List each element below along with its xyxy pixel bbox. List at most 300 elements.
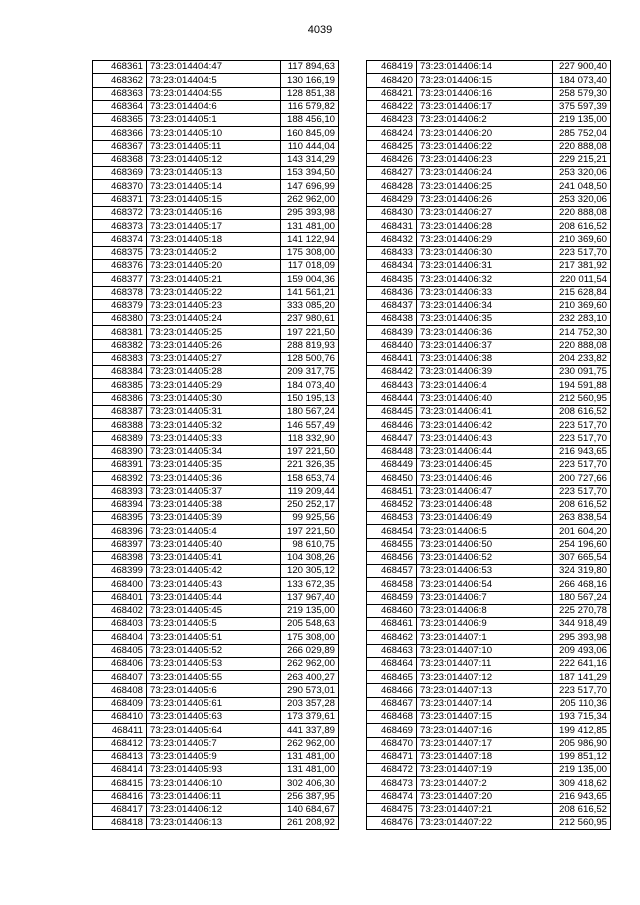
cadastral-value-cell: 137 967,40 bbox=[281, 591, 339, 604]
record-number-cell: 468447 bbox=[367, 432, 417, 445]
cadastral-value-cell: 261 208,92 bbox=[281, 817, 339, 830]
table-row bbox=[93, 777, 339, 790]
cadastral-number-cell: 73:23:014406:45 bbox=[417, 458, 553, 471]
record-number-cell: 468459 bbox=[367, 591, 417, 604]
table-row bbox=[367, 803, 611, 816]
table-row bbox=[367, 379, 611, 392]
register-table-right bbox=[366, 60, 611, 830]
cadastral-number-cell: 73:23:014405:24 bbox=[147, 313, 281, 326]
cadastral-value-cell: 210 369,60 bbox=[553, 299, 611, 312]
table-row bbox=[367, 604, 611, 617]
cadastral-value-cell: 140 684,67 bbox=[281, 803, 339, 816]
table-row bbox=[93, 764, 339, 777]
cadastral-number-cell: 73:23:014406:23 bbox=[417, 153, 553, 166]
cadastral-value-cell: 199 851,12 bbox=[553, 750, 611, 763]
cadastral-number-cell: 73:23:014406:22 bbox=[417, 140, 553, 153]
cadastral-number-cell: 73:23:014405:15 bbox=[147, 193, 281, 206]
cadastral-number-cell: 73:23:014405:93 bbox=[147, 764, 281, 777]
table-row bbox=[367, 180, 611, 193]
table-row bbox=[367, 167, 611, 180]
table-row bbox=[367, 352, 611, 365]
record-number-cell: 468438 bbox=[367, 313, 417, 326]
table-row bbox=[93, 458, 339, 471]
cadastral-value-cell: 194 591,88 bbox=[553, 379, 611, 392]
cadastral-value-cell: 160 845,09 bbox=[281, 127, 339, 140]
table-row bbox=[93, 790, 339, 803]
cadastral-number-cell: 73:23:014406:28 bbox=[417, 220, 553, 233]
table-row bbox=[93, 525, 339, 538]
table-row bbox=[367, 565, 611, 578]
cadastral-value-cell: 110 444,04 bbox=[281, 140, 339, 153]
cadastral-number-cell: 73:23:014405:17 bbox=[147, 220, 281, 233]
table-row bbox=[93, 273, 339, 286]
table-row bbox=[93, 193, 339, 206]
cadastral-number-cell: 73:23:014405:25 bbox=[147, 326, 281, 339]
record-number-cell: 468443 bbox=[367, 379, 417, 392]
cadastral-number-cell: 73:23:014406:49 bbox=[417, 512, 553, 525]
table-row bbox=[93, 114, 339, 127]
cadastral-number-cell: 73:23:014405:6 bbox=[147, 684, 281, 697]
record-number-cell: 468409 bbox=[93, 697, 147, 710]
record-number-cell: 468419 bbox=[367, 61, 417, 74]
table-row bbox=[93, 233, 339, 246]
table-row bbox=[367, 140, 611, 153]
record-number-cell: 468471 bbox=[367, 750, 417, 763]
record-number-cell: 468407 bbox=[93, 671, 147, 684]
table-row bbox=[367, 458, 611, 471]
cadastral-value-cell: 219 135,00 bbox=[553, 764, 611, 777]
cadastral-number-cell: 73:23:014405:44 bbox=[147, 591, 281, 604]
cadastral-value-cell: 214 752,30 bbox=[553, 326, 611, 339]
record-number-cell: 468424 bbox=[367, 127, 417, 140]
table-row bbox=[93, 419, 339, 432]
register-table-left-body bbox=[93, 61, 339, 830]
cadastral-number-cell: 73:23:014406:10 bbox=[147, 777, 281, 790]
record-number-cell: 468398 bbox=[93, 551, 147, 564]
table-row bbox=[93, 140, 339, 153]
cadastral-value-cell: 205 986,90 bbox=[553, 737, 611, 750]
record-number-cell: 468378 bbox=[93, 286, 147, 299]
cadastral-value-cell: 208 616,52 bbox=[553, 803, 611, 816]
record-number-cell: 468361 bbox=[93, 61, 147, 74]
cadastral-value-cell: 324 319,80 bbox=[553, 565, 611, 578]
cadastral-number-cell: 73:23:014406:33 bbox=[417, 286, 553, 299]
cadastral-number-cell: 73:23:014404:55 bbox=[147, 87, 281, 100]
table-row bbox=[93, 671, 339, 684]
cadastral-value-cell: 197 221,50 bbox=[281, 525, 339, 538]
cadastral-number-cell: 73:23:014407:11 bbox=[417, 657, 553, 670]
register-table-left bbox=[92, 60, 339, 830]
record-number-cell: 468455 bbox=[367, 538, 417, 551]
table-row bbox=[367, 220, 611, 233]
table-row bbox=[93, 100, 339, 113]
record-number-cell: 468464 bbox=[367, 657, 417, 670]
record-number-cell: 468463 bbox=[367, 644, 417, 657]
table-row bbox=[367, 684, 611, 697]
cadastral-number-cell: 73:23:014406:9 bbox=[417, 618, 553, 631]
cadastral-number-cell: 73:23:014405:30 bbox=[147, 392, 281, 405]
cadastral-value-cell: 193 715,34 bbox=[553, 711, 611, 724]
table-row bbox=[367, 419, 611, 432]
table-row bbox=[367, 618, 611, 631]
cadastral-value-cell: 227 900,40 bbox=[553, 61, 611, 74]
record-number-cell: 468422 bbox=[367, 100, 417, 113]
cadastral-value-cell: 197 221,50 bbox=[281, 326, 339, 339]
record-number-cell: 468440 bbox=[367, 339, 417, 352]
table-row bbox=[367, 472, 611, 485]
table-row bbox=[93, 220, 339, 233]
table-row bbox=[367, 512, 611, 525]
cadastral-number-cell: 73:23:014406:29 bbox=[417, 233, 553, 246]
cadastral-number-cell: 73:23:014407:17 bbox=[417, 737, 553, 750]
record-number-cell: 468461 bbox=[367, 618, 417, 631]
cadastral-value-cell: 119 209,44 bbox=[281, 485, 339, 498]
table-row bbox=[367, 259, 611, 272]
table-row bbox=[93, 817, 339, 830]
table-row bbox=[93, 127, 339, 140]
cadastral-value-cell: 237 980,61 bbox=[281, 313, 339, 326]
cadastral-number-cell: 73:23:014406:54 bbox=[417, 578, 553, 591]
cadastral-value-cell: 333 085,20 bbox=[281, 299, 339, 312]
cadastral-value-cell: 223 517,70 bbox=[553, 485, 611, 498]
cadastral-number-cell: 73:23:014406:46 bbox=[417, 472, 553, 485]
cadastral-number-cell: 73:23:014406:42 bbox=[417, 419, 553, 432]
record-number-cell: 468460 bbox=[367, 604, 417, 617]
cadastral-value-cell: 141 122,94 bbox=[281, 233, 339, 246]
cadastral-value-cell: 175 308,00 bbox=[281, 631, 339, 644]
record-number-cell: 468437 bbox=[367, 299, 417, 312]
cadastral-number-cell: 73:23:014406:36 bbox=[417, 326, 553, 339]
cadastral-number-cell: 73:23:014406:13 bbox=[147, 817, 281, 830]
cadastral-value-cell: 220 888,08 bbox=[553, 140, 611, 153]
cadastral-value-cell: 290 573,01 bbox=[281, 684, 339, 697]
cadastral-number-cell: 73:23:014407:2 bbox=[417, 777, 553, 790]
table-row bbox=[93, 684, 339, 697]
cadastral-value-cell: 258 579,30 bbox=[553, 87, 611, 100]
record-number-cell: 468439 bbox=[367, 326, 417, 339]
table-row bbox=[367, 313, 611, 326]
cadastral-value-cell: 133 672,35 bbox=[281, 578, 339, 591]
record-number-cell: 468429 bbox=[367, 193, 417, 206]
record-number-cell: 468371 bbox=[93, 193, 147, 206]
cadastral-number-cell: 73:23:014406:37 bbox=[417, 339, 553, 352]
cadastral-value-cell: 208 616,52 bbox=[553, 498, 611, 511]
record-number-cell: 468436 bbox=[367, 286, 417, 299]
record-number-cell: 468442 bbox=[367, 366, 417, 379]
cadastral-value-cell: 254 196,60 bbox=[553, 538, 611, 551]
table-row bbox=[93, 246, 339, 259]
cadastral-number-cell: 73:23:014405:18 bbox=[147, 233, 281, 246]
cadastral-number-cell: 73:23:014406:20 bbox=[417, 127, 553, 140]
table-row bbox=[93, 538, 339, 551]
record-number-cell: 468389 bbox=[93, 432, 147, 445]
record-number-cell: 468390 bbox=[93, 445, 147, 458]
cadastral-value-cell: 266 029,89 bbox=[281, 644, 339, 657]
cadastral-value-cell: 98 610,75 bbox=[281, 538, 339, 551]
cadastral-value-cell: 229 215,21 bbox=[553, 153, 611, 166]
table-row bbox=[93, 206, 339, 219]
cadastral-number-cell: 73:23:014406:14 bbox=[417, 61, 553, 74]
record-number-cell: 468469 bbox=[367, 724, 417, 737]
cadastral-value-cell: 175 308,00 bbox=[281, 246, 339, 259]
record-number-cell: 468441 bbox=[367, 352, 417, 365]
cadastral-number-cell: 73:23:014407:22 bbox=[417, 817, 553, 830]
record-number-cell: 468452 bbox=[367, 498, 417, 511]
table-row bbox=[93, 259, 339, 272]
record-number-cell: 468388 bbox=[93, 419, 147, 432]
record-number-cell: 468382 bbox=[93, 339, 147, 352]
record-number-cell: 468363 bbox=[93, 87, 147, 100]
table-row bbox=[367, 127, 611, 140]
record-number-cell: 468434 bbox=[367, 259, 417, 272]
record-number-cell: 468394 bbox=[93, 498, 147, 511]
table-row bbox=[93, 551, 339, 564]
cadastral-number-cell: 73:23:014406:44 bbox=[417, 445, 553, 458]
table-row bbox=[93, 737, 339, 750]
table-row bbox=[93, 498, 339, 511]
table-row bbox=[93, 405, 339, 418]
table-row bbox=[367, 273, 611, 286]
cadastral-value-cell: 216 943,65 bbox=[553, 790, 611, 803]
table-row bbox=[367, 697, 611, 710]
record-number-cell: 468368 bbox=[93, 153, 147, 166]
record-number-cell: 468362 bbox=[93, 74, 147, 87]
record-number-cell: 468470 bbox=[367, 737, 417, 750]
table-row bbox=[93, 750, 339, 763]
table-row bbox=[367, 498, 611, 511]
table-row bbox=[93, 711, 339, 724]
cadastral-value-cell: 131 481,00 bbox=[281, 220, 339, 233]
table-row bbox=[367, 392, 611, 405]
cadastral-value-cell: 220 011,54 bbox=[553, 273, 611, 286]
record-number-cell: 468384 bbox=[93, 366, 147, 379]
cadastral-number-cell: 73:23:014405:9 bbox=[147, 750, 281, 763]
table-row bbox=[367, 432, 611, 445]
record-number-cell: 468431 bbox=[367, 220, 417, 233]
table-row bbox=[367, 326, 611, 339]
table-row bbox=[93, 339, 339, 352]
record-number-cell: 468372 bbox=[93, 206, 147, 219]
cadastral-value-cell: 215 628,84 bbox=[553, 286, 611, 299]
cadastral-value-cell: 208 616,52 bbox=[553, 220, 611, 233]
cadastral-number-cell: 73:23:014406:25 bbox=[417, 180, 553, 193]
cadastral-value-cell: 184 073,40 bbox=[281, 379, 339, 392]
record-number-cell: 468420 bbox=[367, 74, 417, 87]
table-row bbox=[367, 671, 611, 684]
record-number-cell: 468474 bbox=[367, 790, 417, 803]
cadastral-number-cell: 73:23:014405:42 bbox=[147, 565, 281, 578]
cadastral-value-cell: 187 141,29 bbox=[553, 671, 611, 684]
table-row bbox=[93, 445, 339, 458]
table-row bbox=[367, 299, 611, 312]
cadastral-value-cell: 219 135,00 bbox=[281, 604, 339, 617]
cadastral-value-cell: 241 048,50 bbox=[553, 180, 611, 193]
record-number-cell: 468365 bbox=[93, 114, 147, 127]
record-number-cell: 468391 bbox=[93, 458, 147, 471]
cadastral-number-cell: 73:23:014406:26 bbox=[417, 193, 553, 206]
table-row bbox=[93, 618, 339, 631]
record-number-cell: 468412 bbox=[93, 737, 147, 750]
table-row bbox=[367, 445, 611, 458]
record-number-cell: 468413 bbox=[93, 750, 147, 763]
record-number-cell: 468366 bbox=[93, 127, 147, 140]
record-number-cell: 468408 bbox=[93, 684, 147, 697]
cadastral-number-cell: 73:23:014405:31 bbox=[147, 405, 281, 418]
cadastral-value-cell: 253 320,06 bbox=[553, 193, 611, 206]
record-number-cell: 468411 bbox=[93, 724, 147, 737]
table-row bbox=[93, 326, 339, 339]
table-row bbox=[93, 352, 339, 365]
cadastral-value-cell: 302 406,30 bbox=[281, 777, 339, 790]
table-row bbox=[367, 74, 611, 87]
cadastral-value-cell: 256 387,95 bbox=[281, 790, 339, 803]
cadastral-number-cell: 73:23:014405:53 bbox=[147, 657, 281, 670]
cadastral-value-cell: 203 357,28 bbox=[281, 697, 339, 710]
cadastral-number-cell: 73:23:014407:18 bbox=[417, 750, 553, 763]
cadastral-value-cell: 205 110,36 bbox=[553, 697, 611, 710]
cadastral-value-cell: 131 481,00 bbox=[281, 764, 339, 777]
cadastral-number-cell: 73:23:014407:19 bbox=[417, 764, 553, 777]
cadastral-number-cell: 73:23:014405:23 bbox=[147, 299, 281, 312]
record-number-cell: 468433 bbox=[367, 246, 417, 259]
cadastral-value-cell: 223 517,70 bbox=[553, 458, 611, 471]
record-number-cell: 468405 bbox=[93, 644, 147, 657]
record-number-cell: 468458 bbox=[367, 578, 417, 591]
cadastral-value-cell: 288 819,93 bbox=[281, 339, 339, 352]
record-number-cell: 468449 bbox=[367, 458, 417, 471]
table-row bbox=[367, 777, 611, 790]
cadastral-number-cell: 73:23:014405:45 bbox=[147, 604, 281, 617]
record-number-cell: 468444 bbox=[367, 392, 417, 405]
table-row bbox=[367, 551, 611, 564]
record-number-cell: 468435 bbox=[367, 273, 417, 286]
cadastral-number-cell: 73:23:014406:4 bbox=[417, 379, 553, 392]
table-row bbox=[93, 591, 339, 604]
record-number-cell: 468417 bbox=[93, 803, 147, 816]
cadastral-value-cell: 141 561,21 bbox=[281, 286, 339, 299]
record-number-cell: 468414 bbox=[93, 764, 147, 777]
record-number-cell: 468380 bbox=[93, 313, 147, 326]
table-row bbox=[367, 193, 611, 206]
cadastral-value-cell: 197 221,50 bbox=[281, 445, 339, 458]
cadastral-value-cell: 104 308,26 bbox=[281, 551, 339, 564]
record-number-cell: 468472 bbox=[367, 764, 417, 777]
record-number-cell: 468454 bbox=[367, 525, 417, 538]
cadastral-value-cell: 146 557,49 bbox=[281, 419, 339, 432]
cadastral-value-cell: 205 548,63 bbox=[281, 618, 339, 631]
cadastral-value-cell: 143 314,29 bbox=[281, 153, 339, 166]
table-row bbox=[93, 604, 339, 617]
cadastral-value-cell: 223 517,70 bbox=[553, 432, 611, 445]
record-number-cell: 468369 bbox=[93, 167, 147, 180]
table-row bbox=[93, 74, 339, 87]
table-row bbox=[93, 299, 339, 312]
cadastral-number-cell: 73:23:014405:40 bbox=[147, 538, 281, 551]
cadastral-number-cell: 73:23:014406:38 bbox=[417, 352, 553, 365]
cadastral-value-cell: 250 252,17 bbox=[281, 498, 339, 511]
cadastral-number-cell: 73:23:014405:37 bbox=[147, 485, 281, 498]
record-number-cell: 468423 bbox=[367, 114, 417, 127]
cadastral-value-cell: 209 317,75 bbox=[281, 366, 339, 379]
record-number-cell: 468446 bbox=[367, 419, 417, 432]
table-row bbox=[367, 750, 611, 763]
table-row bbox=[93, 512, 339, 525]
table-row bbox=[367, 790, 611, 803]
cadastral-value-cell: 210 369,60 bbox=[553, 233, 611, 246]
cadastral-number-cell: 73:23:014406:34 bbox=[417, 299, 553, 312]
table-row bbox=[367, 153, 611, 166]
cadastral-value-cell: 262 962,00 bbox=[281, 737, 339, 750]
cadastral-value-cell: 204 233,82 bbox=[553, 352, 611, 365]
cadastral-value-cell: 216 943,65 bbox=[553, 445, 611, 458]
cadastral-number-cell: 73:23:014404:6 bbox=[147, 100, 281, 113]
cadastral-value-cell: 441 337,89 bbox=[281, 724, 339, 737]
cadastral-number-cell: 73:23:014406:40 bbox=[417, 392, 553, 405]
table-row bbox=[367, 578, 611, 591]
cadastral-value-cell: 158 653,74 bbox=[281, 472, 339, 485]
cadastral-number-cell: 73:23:014405:22 bbox=[147, 286, 281, 299]
cadastral-number-cell: 73:23:014406:12 bbox=[147, 803, 281, 816]
record-number-cell: 468406 bbox=[93, 657, 147, 670]
cadastral-number-cell: 73:23:014406:27 bbox=[417, 206, 553, 219]
cadastral-number-cell: 73:23:014405:7 bbox=[147, 737, 281, 750]
cadastral-number-cell: 73:23:014405:11 bbox=[147, 140, 281, 153]
cadastral-value-cell: 212 560,95 bbox=[553, 817, 611, 830]
cadastral-number-cell: 73:23:014405:28 bbox=[147, 366, 281, 379]
record-number-cell: 468381 bbox=[93, 326, 147, 339]
cadastral-number-cell: 73:23:014405:55 bbox=[147, 671, 281, 684]
cadastral-value-cell: 220 888,08 bbox=[553, 339, 611, 352]
table-row bbox=[367, 114, 611, 127]
table-row bbox=[367, 233, 611, 246]
cadastral-value-cell: 128 500,76 bbox=[281, 352, 339, 365]
cadastral-value-cell: 208 616,52 bbox=[553, 405, 611, 418]
cadastral-number-cell: 73:23:014405:32 bbox=[147, 419, 281, 432]
record-number-cell: 468427 bbox=[367, 167, 417, 180]
record-number-cell: 468473 bbox=[367, 777, 417, 790]
cadastral-number-cell: 73:23:014405:61 bbox=[147, 697, 281, 710]
cadastral-number-cell: 73:23:014405:2 bbox=[147, 246, 281, 259]
record-number-cell: 468453 bbox=[367, 512, 417, 525]
record-number-cell: 468457 bbox=[367, 565, 417, 578]
record-number-cell: 468448 bbox=[367, 445, 417, 458]
record-number-cell: 468385 bbox=[93, 379, 147, 392]
cadastral-number-cell: 73:23:014407:20 bbox=[417, 790, 553, 803]
cadastral-value-cell: 263 838,54 bbox=[553, 512, 611, 525]
cadastral-number-cell: 73:23:014405:12 bbox=[147, 153, 281, 166]
cadastral-value-cell: 147 696,99 bbox=[281, 180, 339, 193]
cadastral-value-cell: 263 400,27 bbox=[281, 671, 339, 684]
cadastral-number-cell: 73:23:014406:53 bbox=[417, 565, 553, 578]
cadastral-value-cell: 217 381,92 bbox=[553, 259, 611, 272]
cadastral-number-cell: 73:23:014404:47 bbox=[147, 61, 281, 74]
cadastral-value-cell: 99 925,56 bbox=[281, 512, 339, 525]
cadastral-value-cell: 295 393,98 bbox=[281, 206, 339, 219]
record-number-cell: 468475 bbox=[367, 803, 417, 816]
cadastral-number-cell: 73:23:014405:13 bbox=[147, 167, 281, 180]
cadastral-value-cell: 220 888,08 bbox=[553, 206, 611, 219]
cadastral-value-cell: 180 567,24 bbox=[553, 591, 611, 604]
record-number-cell: 468416 bbox=[93, 790, 147, 803]
cadastral-number-cell: 73:23:014406:8 bbox=[417, 604, 553, 617]
cadastral-value-cell: 223 517,70 bbox=[553, 684, 611, 697]
table-row bbox=[93, 432, 339, 445]
cadastral-number-cell: 73:23:014407:14 bbox=[417, 697, 553, 710]
table-row bbox=[367, 525, 611, 538]
record-number-cell: 468379 bbox=[93, 299, 147, 312]
cadastral-number-cell: 73:23:014405:43 bbox=[147, 578, 281, 591]
table-row bbox=[367, 339, 611, 352]
